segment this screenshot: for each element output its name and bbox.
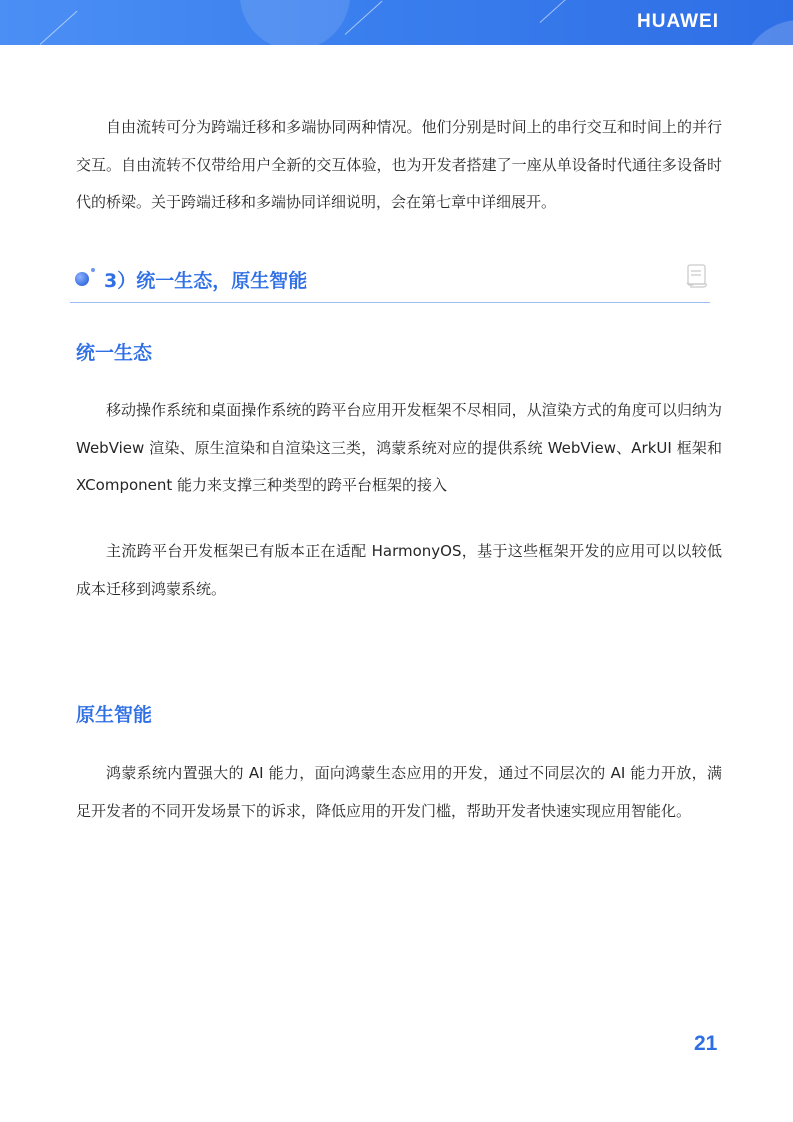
page-number: 21 [694,1032,718,1055]
header-decoration [345,1,383,35]
subheading-native-intelligence: 原生智能 [76,704,153,726]
intro-paragraph: 自由流转可分为跨端迁移和多端协同两种情况。他们分别是时间上的串行交互和时间上的并行交互。自由流转不仅带给用户全新的交互体验，也为开发者搭建了一座从单设备时代通往多设备时代的桥梁。关于跨端迁移和多端协同详细说明，会在第七章中详细展开。 [76,118,722,211]
ecosystem-paragraph-2: 主流跨平台开发框架已有版本正在适配 HarmonyOS，基于这些框架开发的应用可以以较低成本迁移到鸿蒙系统。 [76,542,722,598]
bullet-accent-dot [91,268,95,272]
page-header [0,0,793,45]
section-title: 3）统一生态，原生智能 [104,270,308,292]
header-decoration [540,0,570,23]
circle-bullet-icon [75,272,89,286]
brand-logo: HUAWEI [637,11,719,32]
ecosystem-paragraph-1: 移动操作系统和桌面操作系统的跨平台应用开发框架不尽相同，从渲染方式的角度可以归纳为 WebView 渲染、原生渲染和自渲染这三类，鸿蒙系统对应的提供系统 WebView、ArkUI 框架和 XComponent 能力来支撑三种类型的跨平台框架的接入 [76,401,722,494]
subheading-unified-ecosystem: 统一生态 [76,342,153,364]
header-decoration [40,11,78,45]
header-decoration [740,20,793,45]
section-divider [70,302,710,303]
document-icon [686,264,708,288]
header-decoration [240,0,350,45]
intelligence-paragraph: 鸿蒙系统内置强大的 AI 能力，面向鸿蒙生态应用的开发，通过不同层次的 AI 能力开放，满足开发者的不同开发场景下的诉求，降低应用的开发门槛，帮助开发者快速实现应用智能化。 [76,764,722,820]
